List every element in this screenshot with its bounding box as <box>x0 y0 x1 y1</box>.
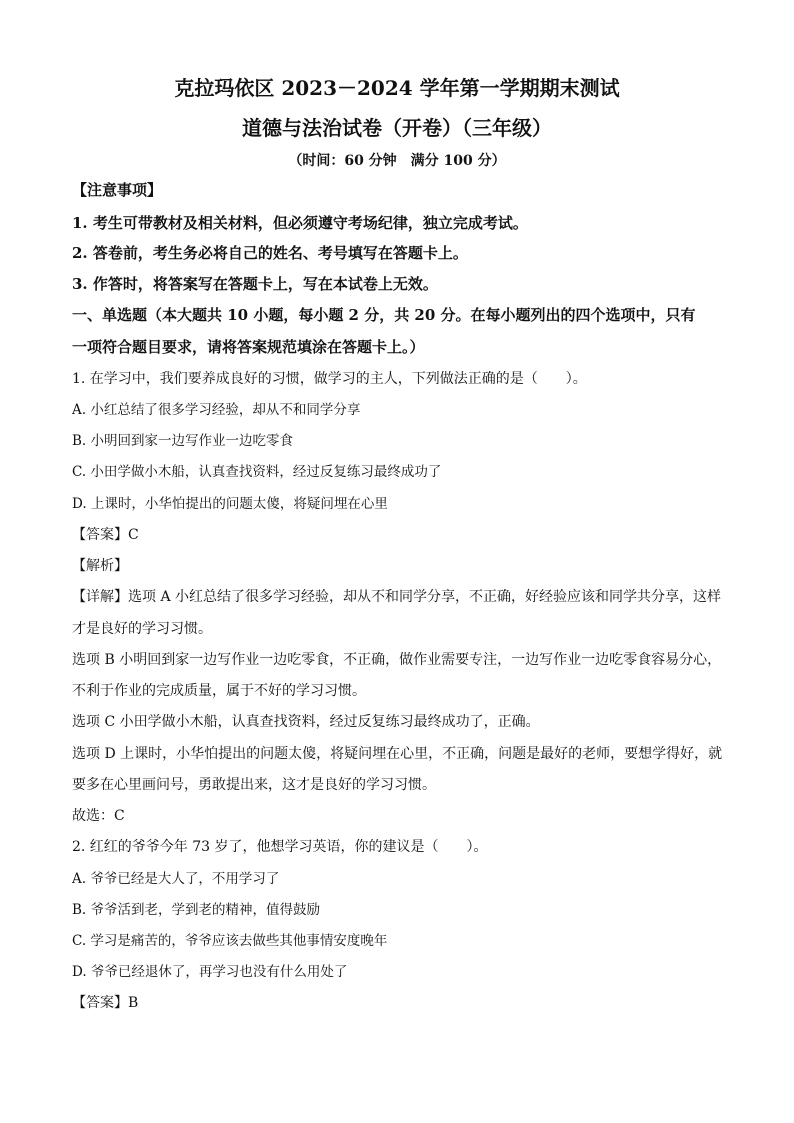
analysis-label: 【解析】 <box>72 558 128 574</box>
notes-item: 1. 考生可带教材及相关材料，但必须遵守考场纪律，独立完成考试。 <box>72 214 528 232</box>
answer-label: 【答案】C <box>72 527 139 543</box>
detail-line: 【详解】选项 A 小红总结了很多学习经验，却从不和同学分享，不正确，好经验应该和同学共分享，这样 <box>72 589 722 605</box>
detail-line: 故选：C <box>72 808 125 824</box>
detail-line: 选项 D 上课时，小华怕提出的问题太傻，将疑问埋在心里，不正确，问题是最好的老师，要想学得好，就 <box>72 746 723 762</box>
detail-line: 才是良好的学习习惯。 <box>72 621 212 637</box>
notes-item: 3. 作答时，将答案写在答题卡上，写在本试卷上无效。 <box>72 275 438 293</box>
detail-line: 不利于作业的完成质量，属于不好的学习习惯。 <box>72 683 366 699</box>
question-option: C. 学习是痛苦的，爷爷应该去做些其他事情安度晚年 <box>72 933 388 949</box>
notes-item: 2. 答卷前，考生务必将自己的姓名、考号填写在答题卡上。 <box>72 244 468 262</box>
detail-line: 要多在心里画问号，勇敢提出来，这才是良好的学习习惯。 <box>72 777 436 793</box>
detail-line: 选项 C 小田学做小木船，认真查找资料，经过反复练习最终成功了，正确。 <box>72 714 540 730</box>
notes-heading: 【注意事项】 <box>72 181 163 199</box>
question-option: D. 上课时，小华怕提出的问题太傻，将疑问埋在心里 <box>72 496 388 512</box>
question-option: D. 爷爷已经退休了，再学习也没有什么用处了 <box>72 964 348 980</box>
exam-title-line1: 克拉玛依区 2023－2024 学年第一学期期末测试 <box>174 76 620 100</box>
question-option: C. 小田学做小木船，认真查找资料，经过反复练习最终成功了 <box>72 464 442 480</box>
question-option: B. 爷爷活到老，学到老的精神，值得鼓励 <box>72 902 321 918</box>
section1-heading-cont: 一项符合题目要求，请将答案规范填涂在答题卡上。） <box>72 338 425 356</box>
question-option: B. 小明回到家一边写作业一边吃零食 <box>72 433 294 449</box>
answer-label: 【答案】B <box>72 995 139 1011</box>
question-option: A. 小红总结了很多学习经验，却从不和同学分享 <box>72 402 361 418</box>
exam-title-line2: 道德与法治试卷（开卷）（三年级） <box>242 116 552 140</box>
section1-heading: 一、单选题（本大题共 10 小题，每小题 2 分，共 20 分。在每小题列出的四个选项中，只有 <box>72 306 696 324</box>
question-stem: 2. 红红的爷爷今年 73 岁了，他想学习英语，你的建议是（ ）。 <box>72 839 488 855</box>
question-option: A. 爷爷已经是大人了，不用学习了 <box>72 871 280 887</box>
exam-time-info: （时间：60 分钟 满分 100 分） <box>288 153 506 169</box>
question-stem: 1. 在学习中，我们要养成良好的习惯，做学习的主人，下列做法正确的是（ ）。 <box>72 371 587 387</box>
detail-line: 选项 B 小明回到家一边写作业一边吃零食，不正确，做作业需要专注，一边写作业一边吃零食容易分心， <box>72 652 722 668</box>
